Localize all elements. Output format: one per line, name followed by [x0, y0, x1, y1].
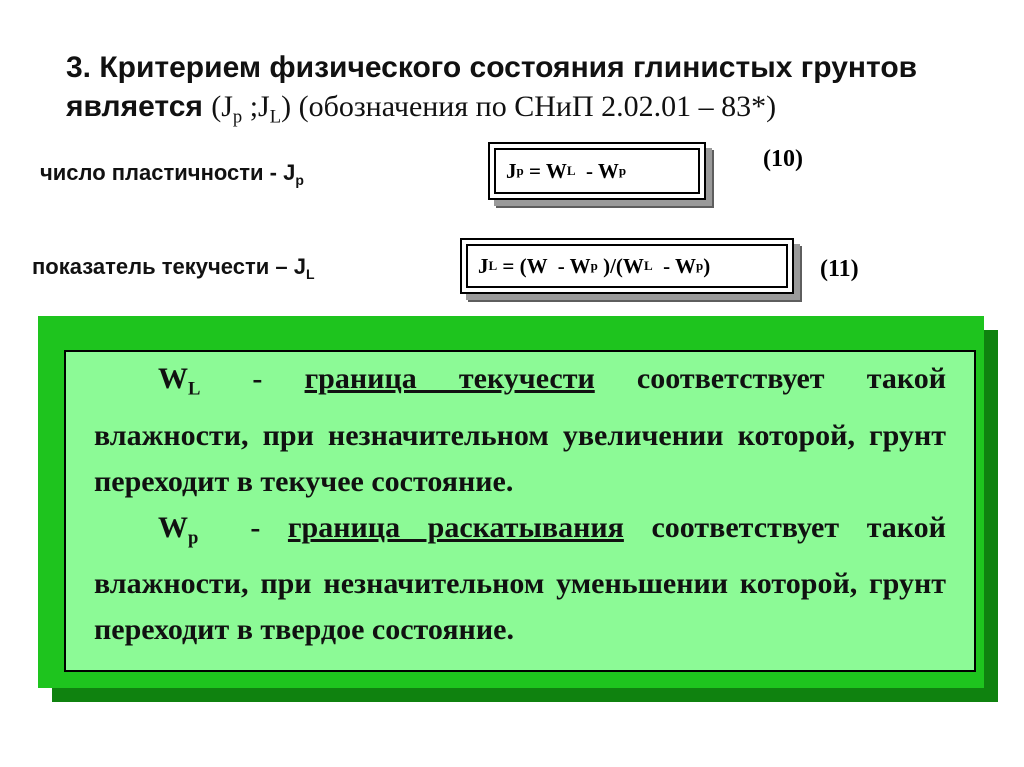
definition-plastic-limit: $W_p$ - граница раскатывания соответствует такой влажности, при незначительном уменьшении которой, грунт переходит в твердое состояние.	[94, 510, 946, 646]
fluidity-formula-box	[460, 238, 794, 294]
plasticity-formula-box	[488, 142, 706, 200]
panel-shadow-bottom	[52, 688, 998, 702]
definitions-text	[64, 350, 976, 672]
definitions-panel	[38, 316, 998, 702]
term-liquid-limit: граница текучести	[304, 362, 595, 395]
plasticity-formula: J p = W L - W p	[494, 148, 700, 194]
definition-liquid-limit: $W_L$ - граница текучести соответствует такой влажности, при незначительном увеличении которой, грунт переходит в текучее состояние.	[94, 362, 946, 498]
snip-note: (обозначения по СНиП 2.02.01 – 83*)	[291, 90, 777, 123]
title-line-2: является ($J_p$ $;J_L$) (обозначения по СНиП 2.02.01 – 83*)	[66, 90, 777, 128]
slide-title	[66, 48, 966, 137]
plasticity-label: число пластичности - $J_p$	[40, 160, 304, 188]
term-plastic-limit: граница раскатывания	[287, 510, 624, 544]
fluidity-formula: J L = (W - W p )/(W L - W p )	[466, 244, 788, 288]
equation-number-10: (10)	[763, 146, 803, 172]
fluidity-label: показатель текучести – $J_L$	[32, 254, 315, 282]
title-line-1: 3. Критерием физического состояния глинистых грунтов	[66, 51, 918, 84]
title-line-2-bold: является	[66, 90, 212, 123]
panel-shadow-right	[984, 330, 998, 702]
equation-number-11: (11)	[820, 256, 859, 282]
